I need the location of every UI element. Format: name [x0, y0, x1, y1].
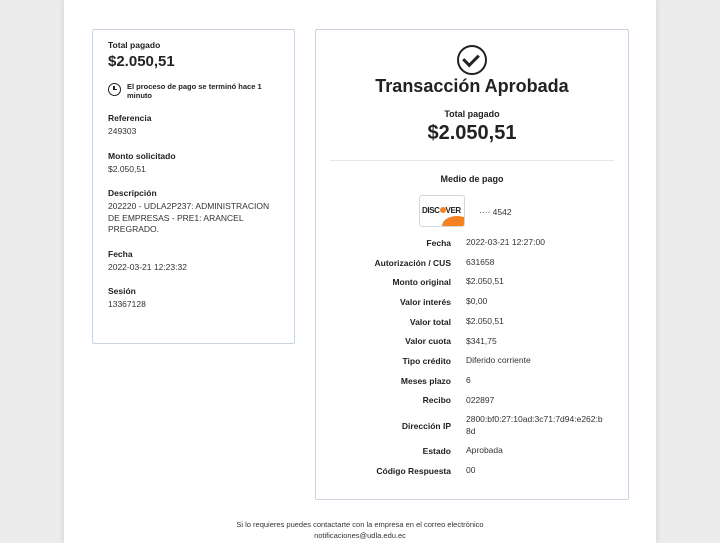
- detail-label: Recibo: [422, 395, 451, 406]
- total-paid-amount: $2.050,51: [108, 53, 175, 70]
- detail-label: Valor total: [409, 316, 451, 327]
- payment-time-notice: [108, 82, 279, 100]
- summary-field-requested-amount: [108, 151, 279, 176]
- detail-row-ip-address: [316, 410, 628, 441]
- detail-value: $2.050,51: [466, 315, 504, 326]
- card-number: ···· 4542: [479, 207, 512, 217]
- field-value: $2.050,51: [108, 163, 146, 174]
- detail-label: Fecha: [426, 237, 451, 248]
- divider: [330, 160, 614, 161]
- detail-row-credit-type: [316, 351, 628, 371]
- detail-row-interest: [316, 292, 628, 312]
- detail-value: 2800:bf0:27:10ad:3c71:7d94:e262:b8d: [466, 414, 603, 436]
- summary-field-session: [108, 286, 279, 311]
- field-value: 249303: [108, 126, 137, 136]
- contact-email: notificaciones@udla.edu.ec: [314, 530, 406, 540]
- field-label: Monto solicitado: [108, 150, 176, 161]
- receipt-total-amount: $2.050,51: [427, 122, 517, 144]
- detail-value: $0,00: [466, 296, 488, 307]
- detail-label: Tipo crédito: [402, 355, 451, 366]
- detail-label: Monto original: [392, 277, 451, 288]
- detail-label: Código Respuesta: [376, 465, 451, 476]
- detail-row-term-months: [316, 371, 628, 391]
- summary-field-reference: [108, 113, 279, 138]
- detail-row-receipt: [316, 391, 628, 411]
- detail-value: 6: [466, 374, 471, 385]
- field-value: 202220 - UDLA2P237: ADMINISTRACION DE EMPRESAS - PRE1: ARANCEL PREGRADO.: [108, 201, 270, 234]
- detail-row-installment: [316, 331, 628, 351]
- detail-row-status: [316, 441, 628, 461]
- detail-row-date: [316, 233, 628, 253]
- discover-swoosh: [442, 216, 465, 227]
- payment-method-label: Medio de pago: [440, 174, 504, 184]
- total-paid-label: Total pagado: [108, 40, 161, 50]
- payment-summary-card: [92, 29, 295, 344]
- detail-label: Dirección IP: [401, 420, 451, 431]
- payment-time-text: El proceso de pago se terminó hace 1 minuto: [127, 82, 262, 100]
- transaction-details: [316, 233, 628, 481]
- receipt-total-label: Total pagado: [444, 109, 500, 119]
- detail-row-authorization: [316, 253, 628, 273]
- clock-icon: [108, 83, 121, 96]
- contact-footer: [64, 520, 656, 541]
- detail-row-response-code: [316, 461, 628, 481]
- detail-row-original-amount: [316, 272, 628, 292]
- transaction-status-title: Transacción Aprobada: [375, 76, 569, 96]
- field-value: 13367128: [108, 299, 146, 309]
- detail-value: $2.050,51: [466, 276, 504, 287]
- transaction-receipt-card: [315, 29, 629, 500]
- detail-value: 2022-03-21 12:27:00: [466, 237, 545, 248]
- detail-label: Valor interés: [399, 296, 451, 307]
- detail-label: Valor cuota: [405, 336, 451, 347]
- summary-field-description: [108, 188, 279, 236]
- detail-value: 631658: [466, 256, 495, 267]
- detail-label: Meses plazo: [400, 375, 451, 386]
- discover-card-logo: [419, 195, 465, 227]
- detail-value: 00: [466, 464, 476, 475]
- field-value: 2022-03-21 12:23:32: [108, 261, 187, 272]
- field-label: Sesión: [108, 286, 136, 296]
- contact-text: Si lo requieres puedes contactarte con la empresa en el correo electrónico: [236, 520, 484, 529]
- field-label: Descripción: [108, 188, 157, 198]
- field-label: Fecha: [108, 248, 133, 259]
- detail-value: Aprobada: [466, 445, 503, 456]
- detail-label: Estado: [422, 446, 451, 457]
- summary-field-date: [108, 249, 279, 274]
- field-label: Referencia: [108, 113, 152, 123]
- detail-value: Diferido corriente: [466, 355, 531, 366]
- check-circle-icon: [457, 45, 487, 75]
- detail-value: $341,75: [466, 335, 497, 346]
- detail-label: Autorización / CUS: [374, 257, 451, 268]
- detail-value: 022897: [466, 394, 495, 405]
- detail-row-total-value: [316, 312, 628, 332]
- card-brand-label: DISC VER: [422, 206, 461, 215]
